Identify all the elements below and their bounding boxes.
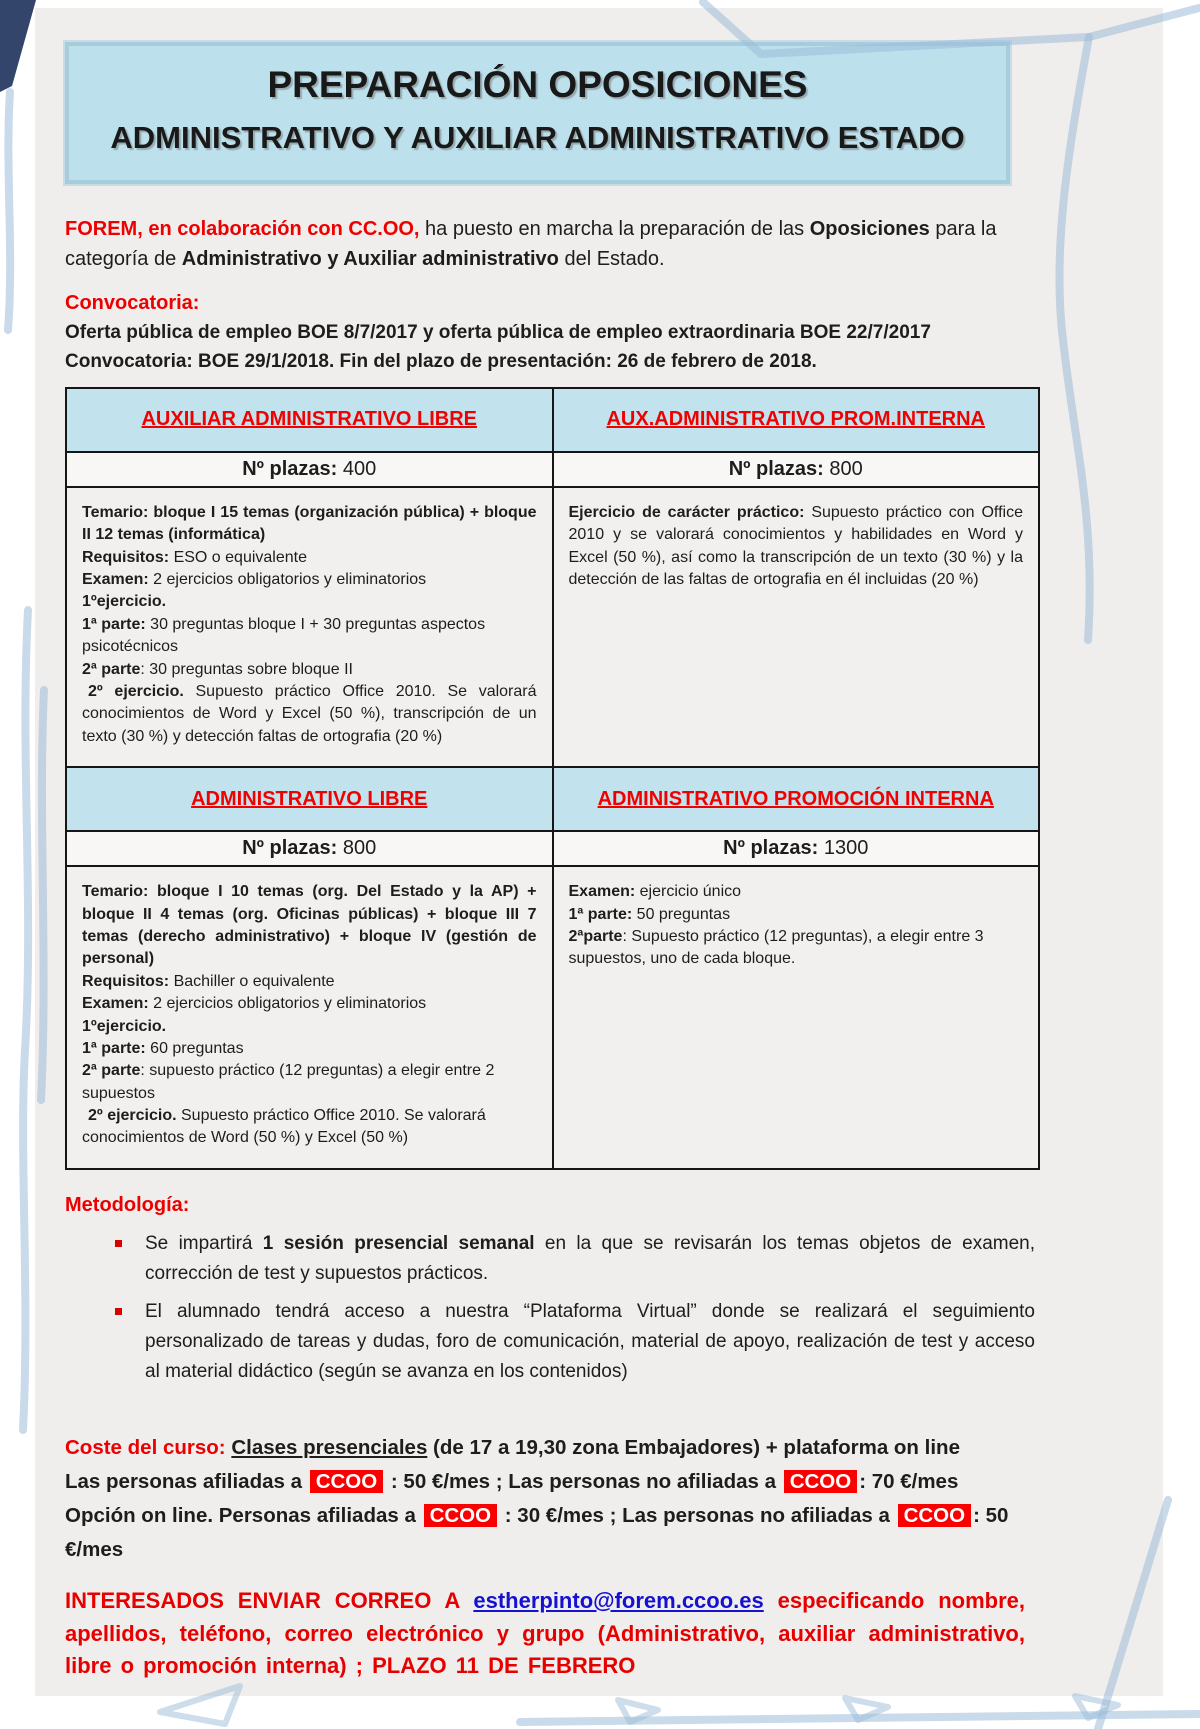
content-cell-admin-interna [553, 866, 1040, 1169]
oposiciones-table [65, 387, 1040, 1170]
header-cell-admin-interna [553, 767, 1040, 831]
plazas-value: 800 [823, 457, 863, 480]
plazas-label: Nº plazas: [728, 457, 824, 480]
ejercicio-practico-paragraph [569, 502, 1024, 592]
requisitos-paragraph [82, 971, 537, 993]
part-value: : 30 preguntas sobre bloque II [140, 660, 353, 678]
ccoo-badge: CCOO [784, 1470, 858, 1493]
sketch-shape [845, 1698, 888, 1720]
metodologia-text: Se impartirá [145, 1232, 263, 1254]
bullet-square-icon [115, 1240, 122, 1247]
coste-line-1 [65, 1431, 1040, 1465]
plazas-label: Nº plazas: [242, 457, 338, 480]
requisitos-paragraph [82, 547, 537, 569]
ejercicio-2-label: 2º ejercicio. [88, 1107, 177, 1125]
temario-paragraph: Temario: bloque I 10 temas (org. Del Estado y la AP) + bloque II 4 temas (org. Oficinas públicas) + bloque III 7 temas (derecho administrativo) + bloque IV (gestión de personal) [82, 883, 537, 968]
ejercicio-2-paragraph [82, 681, 537, 748]
header-cell-aux-libre [66, 388, 553, 452]
intro-lead: FOREM, en colaboración con CC.OO, [65, 218, 420, 240]
examen-value: 2 ejercicios obligatorios y eliminatorios [148, 571, 427, 589]
examen-paragraph [82, 993, 537, 1015]
intro-text: ha puesto en marcha la preparación de las [419, 218, 810, 240]
exam-part-1 [569, 904, 1024, 926]
part-label: 1ª parte: [82, 1039, 146, 1057]
coste-text: : 30 €/mes ; Las personas no afiliadas a [499, 1503, 896, 1527]
contact-text-pre: INTERESADOS ENVIAR CORREO A [65, 1588, 474, 1613]
part-label: 2ª parte [82, 1062, 141, 1080]
examen-value: 2 ejercicios obligatorios y eliminatorios [148, 995, 427, 1013]
plazas-label: Nº plazas: [723, 837, 819, 860]
corner-ink-mark [0, 0, 36, 92]
ejercicio-2-value: Supuesto práctico Office 2010. Se valorará conocimientos de Word y Excel (50 %), transcripción de un texto (30 %) y detección faltas de ortografia (20 %) [82, 683, 537, 745]
part-label: 1ª parte: [568, 905, 633, 923]
header-aux-interna-label: AUX.ADMINISTRATIVO PROM.INTERNA [606, 408, 985, 431]
intro-text: del Estado. [558, 248, 665, 270]
intro-paragraph [65, 214, 1020, 274]
part-value: : supuesto práctico (12 preguntas) a elegir entre 2 supuestos [82, 1062, 495, 1102]
requisitos-label: Requisitos: [82, 972, 170, 990]
temario-paragraph: Temario: bloque I 15 temas (organización pública) + bloque II 12 temas (informática) [82, 503, 537, 544]
examen-value: ejercicio único [635, 883, 742, 901]
intro-bold-admin: Administrativo y Auxiliar administrativo [181, 248, 559, 270]
plazas-cell-aux-libre [66, 452, 553, 487]
ejercicio-practico-label: Ejercicio de carácter práctico: [568, 503, 805, 521]
table-plazas-row-2 [66, 831, 1039, 866]
plazas-label: Nº plazas: [242, 837, 338, 860]
metodologia-list [110, 1229, 1035, 1387]
sketch-shape [618, 1700, 658, 1722]
table-content-row-1 [66, 487, 1039, 767]
plazas-value: 800 [337, 837, 377, 860]
header-cell-admin-libre [66, 767, 553, 831]
part-label: 2ªparte [568, 927, 623, 945]
part-label: 2ª parte [82, 660, 141, 678]
examen-label: Examen: [82, 571, 149, 589]
coste-text: : 50 €/mes ; Las personas no afiliadas a [385, 1469, 782, 1493]
coste-presencial: Clases presenciales [231, 1435, 428, 1459]
part-label: 1ª parte: [82, 615, 146, 633]
metodologia-text: El alumnado tendrá acceso a nuestra “Plataforma Virtual” donde se realizará el seguimiento personalizado de tareas y dudas, foro de comunicación, material de apoyo, realización de test y acceso al material didáctico (según se avanza en los contenidos) [145, 1300, 1035, 1382]
convocatoria-line-2: Convocatoria: BOE 29/1/2018. Fin del plazo de presentación: 26 de febrero de 2018. [65, 351, 817, 373]
coste-text: : 50 €/mes [65, 1503, 1009, 1561]
exam-part-2 [569, 926, 1024, 971]
requisitos-value: ESO o equivalente [169, 548, 307, 566]
metodologia-bold: 1 sesión presencial semanal [262, 1232, 535, 1254]
ejercicio-practico-value: Supuesto práctico con Office 2010 y se valorará conocimientos y habilidades en Word y Excel (50 %), así como la transcripción de un texto (30 %) y la detección de las faltas de ortografia en él incluidas (20 %) [568, 503, 1023, 589]
intro-bold-oposiciones: Oposiciones [809, 218, 930, 240]
plazas-cell-admin-libre [66, 831, 553, 866]
table-content-row-2 [66, 866, 1039, 1169]
header-admin-libre-label: ADMINISTRATIVO LIBRE [191, 787, 428, 810]
plazas-cell-admin-interna [553, 831, 1040, 866]
requisitos-label: Requisitos: [82, 548, 170, 566]
metodologia-item-1 [110, 1229, 1035, 1289]
sketch-shape [1075, 1696, 1118, 1718]
sketch-line [520, 1714, 1199, 1722]
sketch-line [8, 92, 10, 330]
flyer-panel [35, 8, 1163, 1696]
table-header-row-1 [66, 388, 1039, 452]
coste-text: Las personas afiliadas a [65, 1469, 308, 1493]
ejercicio-1-heading: 1ºejercicio. [82, 593, 167, 611]
part-value: 60 preguntas [145, 1039, 244, 1057]
header-aux-libre-label: AUXILIAR ADMINISTRATIVO LIBRE [141, 408, 478, 431]
bullet-square-icon [115, 1308, 122, 1315]
metodologia-text: en la que se revisarán los temas objetos de examen, corrección de test y supuestos prácticos. [145, 1232, 1035, 1284]
ejercicio-2-paragraph [82, 1105, 537, 1150]
requisitos-value: Bachiller o equivalente [169, 972, 335, 990]
part-value: 50 preguntas [632, 905, 731, 923]
header-admin-interna-label: ADMINISTRATIVO PROMOCIÓN INTERNA [597, 787, 994, 810]
ejercicio-2-label: 2º ejercicio. [88, 683, 184, 700]
exam-part-1 [82, 1038, 537, 1060]
coste-line-3 [65, 1499, 1040, 1567]
coste-presencial-rest: (de 17 a 19,30 zona Embajadores) + plataforma on line [427, 1435, 960, 1459]
plazas-cell-aux-interna [553, 452, 1040, 487]
ejercicio-1-heading: 1ºejercicio. [82, 1017, 167, 1035]
content-cell-aux-libre [66, 487, 553, 767]
content-cell-aux-interna [553, 487, 1040, 767]
metodologia-heading: Metodología: [65, 1193, 190, 1216]
convocatoria-heading: Convocatoria: [65, 292, 200, 314]
sketch-line [23, 610, 28, 1430]
header-cell-aux-interna [553, 388, 1040, 452]
ccoo-badge: CCOO [310, 1470, 384, 1493]
examen-paragraph [569, 881, 1024, 903]
ejercicio-2-value: Supuesto práctico Office 2010. Se valorará conocimientos de Word (50 %) y Excel (50 %) [82, 1107, 486, 1147]
part-value: 30 preguntas bloque I + 30 preguntas aspectos psicotécnicos [82, 615, 486, 656]
convocatoria-line-1: Oferta pública de empleo BOE 8/7/2017 y oferta pública de empleo extraordinaria BOE 22/7/2017 [65, 322, 931, 343]
examen-label: Examen: [82, 995, 149, 1013]
examen-paragraph [82, 569, 537, 591]
exam-part-1 [82, 614, 537, 659]
contact-paragraph [65, 1585, 1025, 1683]
ccoo-badge: CCOO [424, 1504, 498, 1527]
table-header-row-2 [66, 767, 1039, 831]
plazas-value: 1300 [818, 837, 869, 860]
intro-text: para la categoría de [65, 218, 997, 270]
coste-text: Opción on line. Personas afiliadas a [65, 1503, 422, 1527]
content-cell-admin-libre [66, 866, 553, 1169]
title-box [65, 42, 1010, 184]
exam-part-2 [82, 1060, 537, 1105]
coste-text: : 70 €/mes [859, 1469, 959, 1493]
part-value: : Supuesto práctico (12 preguntas), a elegir entre 3 supuestos, uno de cada bloque. [568, 927, 984, 968]
exam-part-2 [82, 659, 537, 681]
examen-label: Examen: [568, 883, 636, 901]
table-plazas-row-1 [66, 452, 1039, 487]
coste-section [65, 1431, 1040, 1567]
page-subtitle: ADMINISTRATIVO Y AUXILIAR ADMINISTRATIVO ESTADO [110, 120, 965, 155]
contact-text-post: especificando nombre, apellidos, teléfono, correo electrónico y grupo (Administrativo, auxiliar administrativo, libre o promoción interna) ; PLAZO 11 DE FEBRERO [65, 1588, 1025, 1679]
page-title: PREPARACIÓN OPOSICIONES [267, 64, 808, 105]
coste-line-2 [65, 1465, 1040, 1499]
plazas-value: 400 [337, 457, 377, 480]
email-link[interactable]: estherpinto@forem.ccoo.es [473, 1588, 764, 1613]
coste-label: Coste del curso: [65, 1435, 226, 1459]
ccoo-badge: CCOO [898, 1504, 972, 1527]
metodologia-item-2 [110, 1297, 1035, 1387]
